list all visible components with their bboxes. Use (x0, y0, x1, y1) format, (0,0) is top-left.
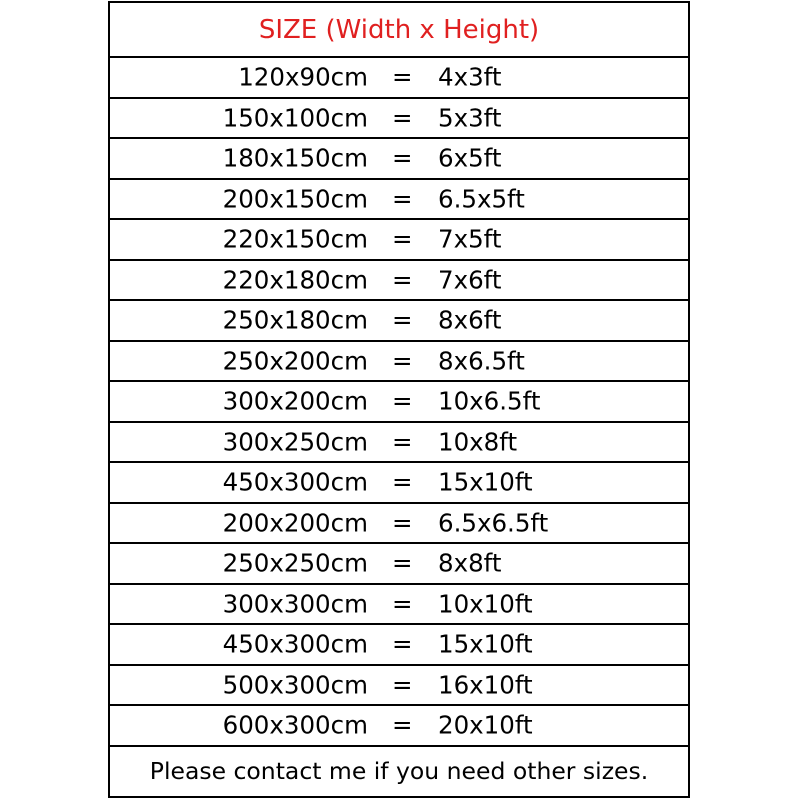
equals-sign: = (392, 386, 413, 416)
table-row (110, 504, 688, 545)
size-cm-cell: 300x300cm (222, 589, 368, 619)
size-ft-cell: 15x10ft (438, 629, 533, 659)
size-ft-cell: 10x6.5ft (438, 386, 541, 416)
size-rows (110, 58, 688, 747)
size-cm-cell: 200x200cm (222, 508, 368, 538)
table-row (110, 666, 688, 707)
table-row (110, 463, 688, 504)
equals-sign: = (392, 143, 413, 173)
size-cm-cell: 150x100cm (222, 103, 368, 133)
size-ft-cell: 5x3ft (438, 103, 502, 133)
size-cm-cell: 250x200cm (222, 346, 368, 376)
table-row (110, 99, 688, 140)
equals-sign: = (392, 467, 413, 497)
table-footer (110, 747, 688, 797)
equals-sign: = (392, 548, 413, 578)
table-title: SIZE (Width x Height) (258, 14, 540, 45)
size-ft-cell: 16x10ft (438, 670, 533, 700)
size-cm-cell: 220x180cm (222, 265, 368, 295)
equals-sign: = (392, 346, 413, 376)
table-row (110, 342, 688, 383)
equals-sign: = (392, 62, 413, 92)
equals-sign: = (392, 427, 413, 457)
equals-sign: = (392, 224, 413, 254)
size-cm-cell: 600x300cm (222, 710, 368, 740)
equals-sign: = (392, 103, 413, 133)
table-row (110, 139, 688, 180)
size-cm-cell: 180x150cm (222, 143, 368, 173)
size-ft-cell: 7x6ft (438, 265, 502, 295)
size-cm-cell: 500x300cm (222, 670, 368, 700)
size-cm-cell: 250x180cm (222, 305, 368, 335)
table-row (110, 180, 688, 221)
size-cm-cell: 300x200cm (222, 386, 368, 416)
table-row (110, 706, 688, 747)
size-ft-cell: 15x10ft (438, 467, 533, 497)
table-row (110, 423, 688, 464)
equals-sign: = (392, 710, 413, 740)
equals-sign: = (392, 629, 413, 659)
size-cm-cell: 450x300cm (222, 629, 368, 659)
size-ft-cell: 8x6ft (438, 305, 502, 335)
table-header (110, 3, 688, 58)
size-ft-cell: 6x5ft (438, 143, 502, 173)
size-ft-cell: 6.5x5ft (438, 184, 525, 214)
equals-sign: = (392, 265, 413, 295)
table-row (110, 261, 688, 302)
table-row (110, 625, 688, 666)
size-cm-cell: 120x90cm (238, 62, 368, 92)
table-row (110, 301, 688, 342)
size-ft-cell: 4x3ft (438, 62, 502, 92)
contact-note: Please contact me if you need other sizes. (149, 757, 649, 786)
size-ft-cell: 7x5ft (438, 224, 502, 254)
size-cm-cell: 450x300cm (222, 467, 368, 497)
table-row (110, 585, 688, 626)
size-ft-cell: 20x10ft (438, 710, 533, 740)
size-ft-cell: 6.5x6.5ft (438, 508, 549, 538)
table-row (110, 382, 688, 423)
size-cm-cell: 200x150cm (222, 184, 368, 214)
size-cm-cell: 220x150cm (222, 224, 368, 254)
table-row (110, 58, 688, 99)
equals-sign: = (392, 589, 413, 619)
size-chart-table (108, 1, 690, 798)
table-row (110, 220, 688, 261)
equals-sign: = (392, 670, 413, 700)
size-ft-cell: 10x10ft (438, 589, 533, 619)
table-row (110, 544, 688, 585)
size-cm-cell: 300x250cm (222, 427, 368, 457)
size-ft-cell: 8x6.5ft (438, 346, 525, 376)
equals-sign: = (392, 184, 413, 214)
size-ft-cell: 8x8ft (438, 548, 502, 578)
size-cm-cell: 250x250cm (222, 548, 368, 578)
equals-sign: = (392, 305, 413, 335)
size-ft-cell: 10x8ft (438, 427, 518, 457)
equals-sign: = (392, 508, 413, 538)
